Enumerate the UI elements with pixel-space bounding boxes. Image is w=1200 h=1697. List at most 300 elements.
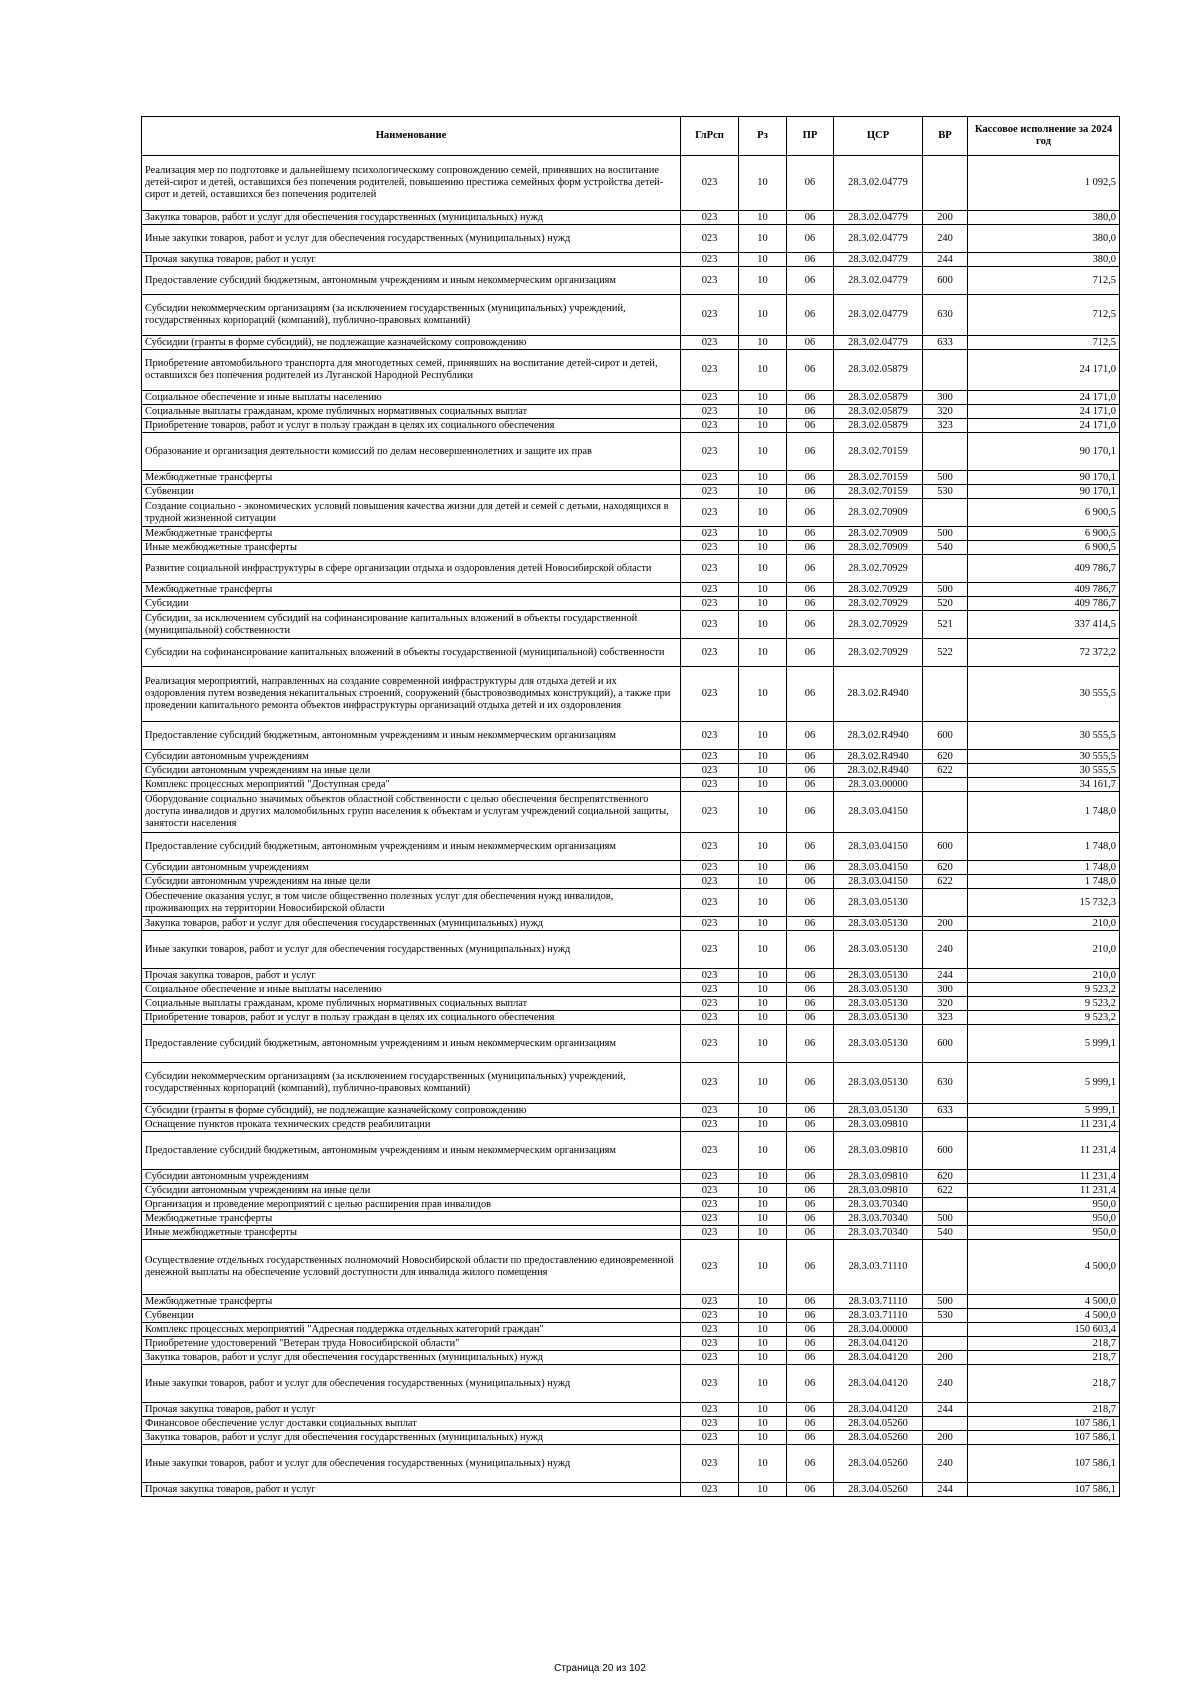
table-row: [142, 764, 1120, 778]
cell-rz: 10: [739, 1309, 787, 1323]
cell-rz: 10: [739, 1431, 787, 1445]
cell-csr: 28.3.02.04779: [834, 211, 923, 225]
table-row: [142, 485, 1120, 499]
cell-vr: 200: [923, 917, 968, 931]
cell-vr: 500: [923, 1212, 968, 1226]
table-row: [142, 1198, 1120, 1212]
cell-sum: 30 555,5: [968, 750, 1120, 764]
cell-csr: 28.3.03.04150: [834, 833, 923, 861]
table-row: [142, 1063, 1120, 1104]
cell-rz: 10: [739, 1170, 787, 1184]
cell-name: Приобретение автомобильного транспорта для многодетных семей, принявших на воспитание детей-сирот и детей, оставшихся без попечения родителей из Луганской Народной Республики: [142, 350, 681, 391]
table-row: [142, 833, 1120, 861]
cell-csr: 28.3.03.00000: [834, 778, 923, 792]
cell-sum: 218,7: [968, 1403, 1120, 1417]
header-rz: Рз: [739, 117, 787, 156]
cell-name: Субсидии (гранты в форме субсидий), не подлежащие казначейскому сопровождению: [142, 336, 681, 350]
cell-rz: 10: [739, 1323, 787, 1337]
cell-vr: 622: [923, 764, 968, 778]
cell-csr: 28.3.03.09810: [834, 1184, 923, 1198]
cell-csr: 28.3.02.04779: [834, 156, 923, 211]
cell-rz: 10: [739, 405, 787, 419]
cell-rz: 10: [739, 1365, 787, 1403]
cell-rz: 10: [739, 541, 787, 555]
table-row: [142, 1445, 1120, 1483]
cell-sum: 30 555,5: [968, 722, 1120, 750]
cell-glrsp: 023: [681, 750, 739, 764]
cell-csr: 28.3.03.04150: [834, 875, 923, 889]
cell-pr: 06: [787, 555, 834, 583]
cell-name: Межбюджетные трансферты: [142, 583, 681, 597]
table-row: [142, 639, 1120, 667]
cell-glrsp: 023: [681, 156, 739, 211]
cell-csr: 28.3.03.71110: [834, 1309, 923, 1323]
cell-glrsp: 023: [681, 983, 739, 997]
cell-glrsp: 023: [681, 419, 739, 433]
cell-vr: 620: [923, 750, 968, 764]
table-row: [142, 225, 1120, 253]
table-row: [142, 541, 1120, 555]
cell-glrsp: 023: [681, 405, 739, 419]
table-row: [142, 1351, 1120, 1365]
cell-name: Комплекс процессных мероприятий "Доступная среда": [142, 778, 681, 792]
cell-name: Создание социально - экономических условий повышения качества жизни для детей и семей с детьми, находящихся в трудной жизненной ситуации: [142, 499, 681, 527]
cell-glrsp: 023: [681, 225, 739, 253]
cell-rz: 10: [739, 1198, 787, 1212]
table-row: [142, 1240, 1120, 1295]
cell-csr: 28.3.03.05130: [834, 1025, 923, 1063]
cell-csr: 28.3.03.70340: [834, 1226, 923, 1240]
cell-pr: 06: [787, 419, 834, 433]
header-glrsp: ГлРсп: [681, 117, 739, 156]
table-row: [142, 917, 1120, 931]
cell-rz: 10: [739, 1445, 787, 1483]
cell-pr: 06: [787, 253, 834, 267]
cell-vr: 240: [923, 225, 968, 253]
cell-glrsp: 023: [681, 861, 739, 875]
table-row: [142, 405, 1120, 419]
table-row: [142, 267, 1120, 295]
cell-glrsp: 023: [681, 667, 739, 722]
cell-csr: 28.3.02.04779: [834, 336, 923, 350]
cell-pr: 06: [787, 1351, 834, 1365]
cell-name: Иные закупки товаров, работ и услуг для обеспечения государственных (муниципальных) нужд: [142, 1445, 681, 1483]
cell-vr: 600: [923, 1025, 968, 1063]
cell-rz: 10: [739, 861, 787, 875]
table-row: [142, 1118, 1120, 1132]
cell-glrsp: 023: [681, 485, 739, 499]
cell-pr: 06: [787, 1011, 834, 1025]
table-row: [142, 1483, 1120, 1497]
cell-glrsp: 023: [681, 778, 739, 792]
cell-csr: 28.3.03.09810: [834, 1118, 923, 1132]
cell-pr: 06: [787, 1337, 834, 1351]
cell-pr: 06: [787, 485, 834, 499]
cell-csr: 28.3.02.70929: [834, 639, 923, 667]
cell-vr: 520: [923, 597, 968, 611]
cell-sum: 712,5: [968, 336, 1120, 350]
cell-csr: 28.3.02.R4940: [834, 764, 923, 778]
cell-vr: 200: [923, 1431, 968, 1445]
cell-sum: 1 748,0: [968, 861, 1120, 875]
cell-pr: 06: [787, 1309, 834, 1323]
cell-name: Прочая закупка товаров, работ и услуг: [142, 1483, 681, 1497]
cell-csr: 28.3.03.05130: [834, 1104, 923, 1118]
cell-rz: 10: [739, 211, 787, 225]
cell-rz: 10: [739, 778, 787, 792]
cell-vr: [923, 499, 968, 527]
cell-name: Субсидии автономным учреждениям: [142, 1170, 681, 1184]
cell-pr: 06: [787, 611, 834, 639]
cell-csr: 28.3.02.05879: [834, 405, 923, 419]
table-row: [142, 499, 1120, 527]
table-row: [142, 983, 1120, 997]
cell-glrsp: 023: [681, 931, 739, 969]
cell-csr: 28.3.04.04120: [834, 1337, 923, 1351]
cell-pr: 06: [787, 1240, 834, 1295]
cell-rz: 10: [739, 983, 787, 997]
cell-csr: 28.3.02.R4940: [834, 667, 923, 722]
cell-name: Иные закупки товаров, работ и услуг для обеспечения государственных (муниципальных) нужд: [142, 1365, 681, 1403]
cell-vr: 620: [923, 1170, 968, 1184]
cell-name: Межбюджетные трансферты: [142, 1212, 681, 1226]
cell-glrsp: 023: [681, 1417, 739, 1431]
cell-rz: 10: [739, 433, 787, 471]
cell-glrsp: 023: [681, 499, 739, 527]
cell-csr: 28.3.02.05879: [834, 350, 923, 391]
cell-csr: 28.3.03.05130: [834, 1063, 923, 1104]
cell-rz: 10: [739, 1132, 787, 1170]
cell-sum: 337 414,5: [968, 611, 1120, 639]
cell-sum: 4 500,0: [968, 1240, 1120, 1295]
cell-name: Иные закупки товаров, работ и услуг для обеспечения государственных (муниципальных) нужд: [142, 931, 681, 969]
cell-name: Социальные выплаты гражданам, кроме публичных нормативных социальных выплат: [142, 997, 681, 1011]
cell-sum: 11 231,4: [968, 1184, 1120, 1198]
table-row: [142, 1104, 1120, 1118]
cell-vr: [923, 350, 968, 391]
cell-rz: 10: [739, 639, 787, 667]
table-row: [142, 471, 1120, 485]
cell-pr: 06: [787, 336, 834, 350]
cell-name: Комплекс процессных мероприятий "Адресная поддержка отдельных категорий граждан": [142, 1323, 681, 1337]
cell-vr: 530: [923, 1309, 968, 1323]
cell-glrsp: 023: [681, 917, 739, 931]
cell-vr: [923, 555, 968, 583]
cell-sum: 30 555,5: [968, 764, 1120, 778]
cell-sum: 4 500,0: [968, 1309, 1120, 1323]
cell-glrsp: 023: [681, 583, 739, 597]
cell-pr: 06: [787, 1132, 834, 1170]
cell-rz: 10: [739, 471, 787, 485]
cell-sum: 90 170,1: [968, 433, 1120, 471]
cell-name: Приобретение удостоверений "Ветеран труда Новосибирской области": [142, 1337, 681, 1351]
cell-glrsp: 023: [681, 253, 739, 267]
cell-rz: 10: [739, 597, 787, 611]
cell-name: Финансовое обеспечение услуг доставки социальных выплат: [142, 1417, 681, 1431]
cell-glrsp: 023: [681, 1483, 739, 1497]
cell-pr: 06: [787, 778, 834, 792]
cell-rz: 10: [739, 1337, 787, 1351]
cell-csr: 28.3.02.70159: [834, 471, 923, 485]
cell-csr: 28.3.03.70340: [834, 1212, 923, 1226]
cell-glrsp: 023: [681, 1431, 739, 1445]
table-row: [142, 969, 1120, 983]
cell-vr: 244: [923, 1403, 968, 1417]
cell-pr: 06: [787, 1063, 834, 1104]
cell-csr: 28.3.02.70159: [834, 485, 923, 499]
cell-rz: 10: [739, 1240, 787, 1295]
cell-name: Субсидии, за исключением субсидий на софинансирование капитальных вложений в объекты государственной (муниципальной) собственности: [142, 611, 681, 639]
cell-name: Субвенции: [142, 485, 681, 499]
cell-glrsp: 023: [681, 997, 739, 1011]
header-sum: Кассовое исполнение за 2024 год: [968, 117, 1120, 156]
cell-rz: 10: [739, 792, 787, 833]
cell-sum: 950,0: [968, 1226, 1120, 1240]
cell-sum: 712,5: [968, 267, 1120, 295]
cell-sum: 72 372,2: [968, 639, 1120, 667]
cell-sum: 4 500,0: [968, 1295, 1120, 1309]
table-header-row: [142, 117, 1120, 156]
cell-vr: 633: [923, 1104, 968, 1118]
cell-pr: 06: [787, 267, 834, 295]
cell-sum: 24 171,0: [968, 419, 1120, 433]
cell-glrsp: 023: [681, 336, 739, 350]
cell-vr: 323: [923, 419, 968, 433]
table-row: [142, 1337, 1120, 1351]
cell-name: Оборудование социально значимых объектов областной собственности с целью обеспечения беспрепятственного доступа инвалидов и других маломобильных групп населения к объектам и услугам учреждений социальной защиты, занятости населения: [142, 792, 681, 833]
cell-rz: 10: [739, 1011, 787, 1025]
table-row: [142, 527, 1120, 541]
cell-name: Межбюджетные трансферты: [142, 527, 681, 541]
cell-pr: 06: [787, 1118, 834, 1132]
cell-pr: 06: [787, 295, 834, 336]
cell-sum: 1 092,5: [968, 156, 1120, 211]
cell-rz: 10: [739, 917, 787, 931]
table-row: [142, 750, 1120, 764]
cell-vr: 240: [923, 1365, 968, 1403]
cell-glrsp: 023: [681, 1403, 739, 1417]
cell-pr: 06: [787, 1445, 834, 1483]
page-number: Страница 20 из 102: [554, 1663, 646, 1674]
table-row: [142, 889, 1120, 917]
budget-table-sheet: [141, 116, 1119, 1497]
table-row: [142, 611, 1120, 639]
cell-rz: 10: [739, 499, 787, 527]
cell-pr: 06: [787, 875, 834, 889]
cell-sum: 210,0: [968, 917, 1120, 931]
cell-glrsp: 023: [681, 875, 739, 889]
cell-vr: [923, 1240, 968, 1295]
cell-name: Реализация мер по подготовке и дальнейшему психологическому сопровождению семей, принявших на воспитание детей-сирот и детей, оставшихся без попечения родителей, повышению престижа семейных форм устройства детей-сирот и детей, оставшихся без попечения родителей: [142, 156, 681, 211]
cell-sum: 5 999,1: [968, 1025, 1120, 1063]
cell-rz: 10: [739, 764, 787, 778]
cell-csr: 28.3.02.04779: [834, 295, 923, 336]
cell-pr: 06: [787, 1212, 834, 1226]
cell-glrsp: 023: [681, 639, 739, 667]
cell-vr: 600: [923, 267, 968, 295]
cell-vr: 622: [923, 1184, 968, 1198]
cell-rz: 10: [739, 485, 787, 499]
cell-rz: 10: [739, 527, 787, 541]
cell-rz: 10: [739, 295, 787, 336]
cell-pr: 06: [787, 1323, 834, 1337]
cell-glrsp: 023: [681, 764, 739, 778]
cell-rz: 10: [739, 1351, 787, 1365]
cell-glrsp: 023: [681, 211, 739, 225]
cell-csr: 28.3.02.04779: [834, 267, 923, 295]
cell-sum: 380,0: [968, 225, 1120, 253]
table-row: [142, 1212, 1120, 1226]
cell-vr: 300: [923, 391, 968, 405]
cell-glrsp: 023: [681, 350, 739, 391]
cell-vr: 500: [923, 583, 968, 597]
cell-vr: 540: [923, 1226, 968, 1240]
cell-csr: 28.3.03.05130: [834, 983, 923, 997]
table-row: [142, 722, 1120, 750]
cell-csr: 28.3.03.05130: [834, 1011, 923, 1025]
cell-name: Приобретение товаров, работ и услуг в пользу граждан в целях их социального обеспечения: [142, 1011, 681, 1025]
cell-glrsp: 023: [681, 471, 739, 485]
cell-rz: 10: [739, 1184, 787, 1198]
cell-glrsp: 023: [681, 1212, 739, 1226]
cell-name: Приобретение товаров, работ и услуг в пользу граждан в целях их социального обеспечения: [142, 419, 681, 433]
cell-sum: 218,7: [968, 1365, 1120, 1403]
table-row: [142, 1132, 1120, 1170]
cell-rz: 10: [739, 722, 787, 750]
cell-vr: 600: [923, 833, 968, 861]
cell-name: Межбюджетные трансферты: [142, 1295, 681, 1309]
cell-glrsp: 023: [681, 611, 739, 639]
budget-execution-table: [141, 116, 1120, 1497]
cell-rz: 10: [739, 1025, 787, 1063]
table-row: [142, 875, 1120, 889]
cell-glrsp: 023: [681, 391, 739, 405]
cell-rz: 10: [739, 889, 787, 917]
cell-vr: [923, 433, 968, 471]
cell-name: Субсидии на софинансирование капитальных вложений в объекты государственной (муниципальной) собственности: [142, 639, 681, 667]
cell-vr: 522: [923, 639, 968, 667]
cell-pr: 06: [787, 931, 834, 969]
cell-rz: 10: [739, 156, 787, 211]
cell-vr: 500: [923, 527, 968, 541]
cell-glrsp: 023: [681, 295, 739, 336]
cell-name: Прочая закупка товаров, работ и услуг: [142, 969, 681, 983]
cell-pr: 06: [787, 1226, 834, 1240]
cell-vr: 240: [923, 1445, 968, 1483]
cell-glrsp: 023: [681, 1323, 739, 1337]
cell-vr: [923, 1198, 968, 1212]
cell-pr: 06: [787, 1295, 834, 1309]
cell-glrsp: 023: [681, 1118, 739, 1132]
cell-vr: [923, 1118, 968, 1132]
cell-vr: [923, 156, 968, 211]
cell-csr: 28.3.03.70340: [834, 1198, 923, 1212]
cell-pr: 06: [787, 405, 834, 419]
cell-csr: 28.3.02.70929: [834, 597, 923, 611]
table-row: [142, 667, 1120, 722]
table-row: [142, 295, 1120, 336]
cell-glrsp: 023: [681, 1011, 739, 1025]
cell-csr: 28.3.03.71110: [834, 1295, 923, 1309]
cell-vr: [923, 1337, 968, 1351]
cell-glrsp: 023: [681, 433, 739, 471]
table-row: [142, 1184, 1120, 1198]
cell-glrsp: 023: [681, 1351, 739, 1365]
cell-glrsp: 023: [681, 267, 739, 295]
cell-pr: 06: [787, 350, 834, 391]
header-name: Наименование: [142, 117, 681, 156]
cell-pr: 06: [787, 983, 834, 997]
cell-glrsp: 023: [681, 1445, 739, 1483]
cell-rz: 10: [739, 1417, 787, 1431]
cell-csr: 28.3.02.70929: [834, 555, 923, 583]
cell-name: Оснащение пунктов проката технических средств реабилитации: [142, 1118, 681, 1132]
cell-rz: 10: [739, 833, 787, 861]
cell-pr: 06: [787, 1483, 834, 1497]
cell-name: Осуществление отдельных государственных полномочий Новосибирской области по предоставлению единовременной денежной выплаты на обеспечение условий доступности для инвалида жилого помещения: [142, 1240, 681, 1295]
table-row: [142, 1403, 1120, 1417]
cell-sum: 6 900,5: [968, 527, 1120, 541]
cell-rz: 10: [739, 997, 787, 1011]
cell-name: Субсидии автономным учреждениям: [142, 750, 681, 764]
cell-rz: 10: [739, 583, 787, 597]
cell-csr: 28.3.02.R4940: [834, 722, 923, 750]
cell-csr: 28.3.04.05260: [834, 1431, 923, 1445]
cell-csr: 28.3.03.04150: [834, 861, 923, 875]
cell-sum: 409 786,7: [968, 583, 1120, 597]
cell-rz: 10: [739, 267, 787, 295]
cell-glrsp: 023: [681, 969, 739, 983]
cell-name: Образование и организация деятельности комиссий по делам несовершеннолетних и защите их прав: [142, 433, 681, 471]
cell-sum: 9 523,2: [968, 997, 1120, 1011]
cell-pr: 06: [787, 889, 834, 917]
cell-sum: 1 748,0: [968, 792, 1120, 833]
cell-sum: 11 231,4: [968, 1170, 1120, 1184]
cell-sum: 11 231,4: [968, 1132, 1120, 1170]
cell-sum: 11 231,4: [968, 1118, 1120, 1132]
cell-sum: 24 171,0: [968, 405, 1120, 419]
cell-name: Закупка товаров, работ и услуг для обеспечения государственных (муниципальных) нужд: [142, 211, 681, 225]
cell-rz: 10: [739, 875, 787, 889]
cell-csr: 28.3.02.70929: [834, 583, 923, 597]
cell-pr: 06: [787, 1431, 834, 1445]
cell-glrsp: 023: [681, 1184, 739, 1198]
cell-name: Субсидии автономным учреждениям: [142, 861, 681, 875]
cell-sum: 409 786,7: [968, 597, 1120, 611]
header-pr: ПР: [787, 117, 834, 156]
table-row: [142, 391, 1120, 405]
cell-vr: 244: [923, 253, 968, 267]
cell-vr: 323: [923, 1011, 968, 1025]
cell-glrsp: 023: [681, 1337, 739, 1351]
cell-name: Субсидии некоммерческим организациям (за исключением государственных (муниципальных) учреждений, государственных корпораций (компаний), публично-правовых компаний): [142, 1063, 681, 1104]
cell-name: Предоставление субсидий бюджетным, автономным учреждениям и иным некоммерческим организациям: [142, 833, 681, 861]
table-row: [142, 350, 1120, 391]
cell-pr: 06: [787, 750, 834, 764]
table-row: [142, 419, 1120, 433]
cell-csr: 28.3.04.04120: [834, 1365, 923, 1403]
cell-pr: 06: [787, 597, 834, 611]
cell-sum: 1 748,0: [968, 833, 1120, 861]
cell-name: Социальные выплаты гражданам, кроме публичных нормативных социальных выплат: [142, 405, 681, 419]
cell-csr: 28.3.03.09810: [834, 1132, 923, 1170]
cell-glrsp: 023: [681, 1132, 739, 1170]
cell-pr: 06: [787, 639, 834, 667]
cell-rz: 10: [739, 350, 787, 391]
cell-name: Реализация мероприятий, направленных на создание современной инфраструктуры для отдыха детей и их оздоровления путем возведения некапитальных строений, сооружений (быстровозводимых конструкций), а также при проведении капитального ремонта объектов инфраструктуры организаций отдыха детей и их оздоровления: [142, 667, 681, 722]
cell-csr: 28.3.03.05130: [834, 889, 923, 917]
cell-name: Закупка товаров, работ и услуг для обеспечения государственных (муниципальных) нужд: [142, 1431, 681, 1445]
